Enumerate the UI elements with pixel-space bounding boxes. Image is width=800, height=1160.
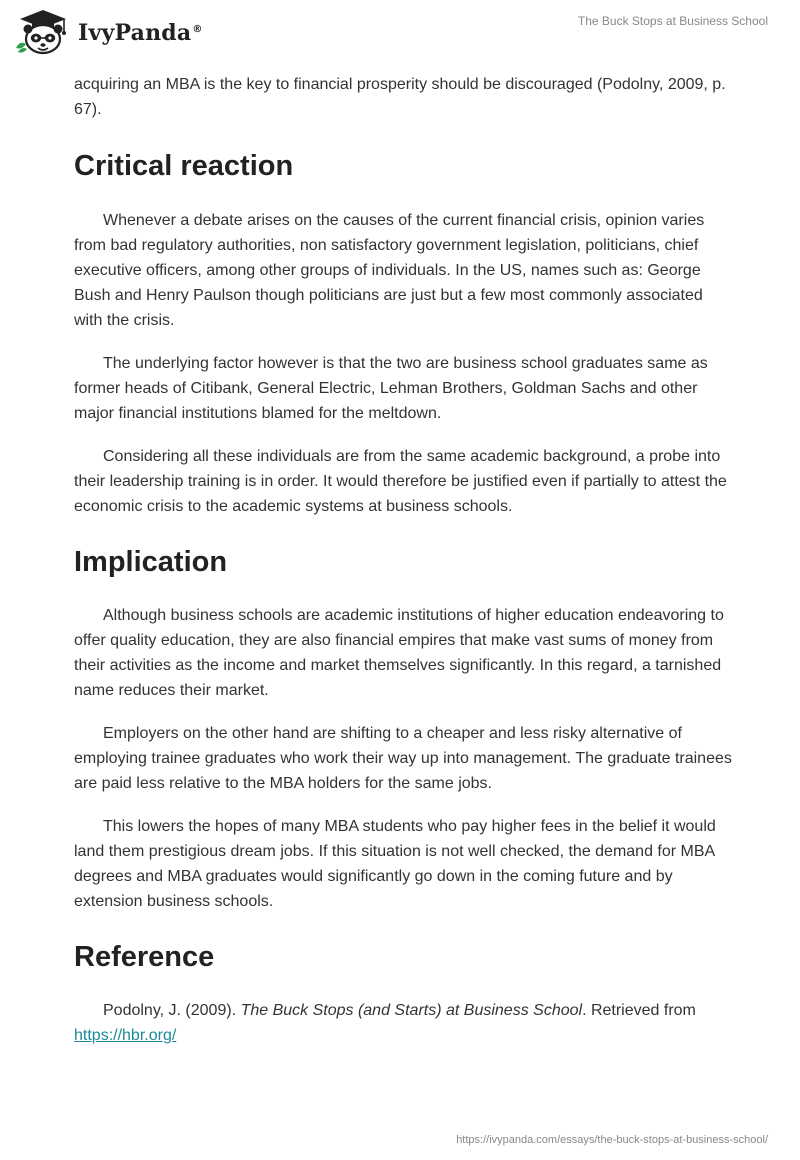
implication-paragraph-2: Employers on the other hand are shifting to a cheaper and less risky alternative of employing trainee graduates who work their way up into management. The graduate trainees are paid less relative to the MBA holders for the same jobs.: [74, 725, 732, 792]
document-title: The Buck Stops at Business School: [577, 14, 768, 28]
logo-wordmark: IvyPanda®: [78, 20, 203, 46]
implication-paragraph-1: Although business schools are academic institutions of higher education endeavoring to offer quality education, they are also financial empires that make vast sums of money from their activities as the income and market themselves significantly. In this regard, a tarnished name reduces their market.: [74, 607, 724, 699]
critical-paragraph-3: Considering all these individuals are from the same academic background, a probe into their leadership training is in order. It would therefore be justified even if partially to attest the economic crisis to the academic systems at business schools.: [74, 448, 727, 515]
reference-link[interactable]: https://hbr.org/: [74, 1027, 177, 1044]
heading-reference: Reference: [74, 941, 215, 973]
reference-entry: [74, 998, 734, 1048]
page-header: [0, 0, 800, 66]
lead-paragraph: acquiring an MBA is the key to financial prosperity should be discouraged (Podolny, 2009, p. 67).: [74, 76, 726, 118]
implication-paragraph-3: This lowers the hopes of many MBA students who pay higher fees in the belief it would land them prestigious dream jobs. If this situation is not well checked, the demand for MBA degrees and MBA graduates would significantly go down in the coming future and by extension business schools.: [74, 818, 716, 910]
registered-mark: ®: [192, 23, 203, 35]
reference-author: Podolny, J. (2009).: [103, 1002, 241, 1019]
ivypanda-logo[interactable]: [14, 8, 203, 56]
critical-paragraph-1: Whenever a debate arises on the causes of the current financial crisis, opinion varies from bad regulatory authorities, non satisfactory government legislation, politicians, chief executive officers, among other groups of individuals. In the US, names such as: George Bush and Henry Paulson though politicians are just but a few most commonly associated with the crisis.: [74, 212, 705, 329]
panda-graduate-icon: [14, 8, 72, 56]
heading-implication: Implication: [74, 546, 228, 578]
heading-critical-reaction: Critical reaction: [74, 150, 294, 182]
reference-title: The Buck Stops (and Starts) at Business School: [240, 1002, 583, 1019]
footer-source-url: https://ivypanda.com/essays/the-buck-stops-at-business-school/: [456, 1134, 768, 1146]
essay-content: [74, 72, 734, 1048]
lead-paragraph-block: [74, 72, 734, 122]
reference-suffix: . Retrieved from: [582, 1002, 696, 1019]
critical-paragraph-2: The underlying factor however is that the two are business school graduates same as former heads of Citibank, General Electric, Lehman Brothers, Goldman Sachs and other major financial institutions blamed for the meltdown.: [74, 355, 708, 422]
